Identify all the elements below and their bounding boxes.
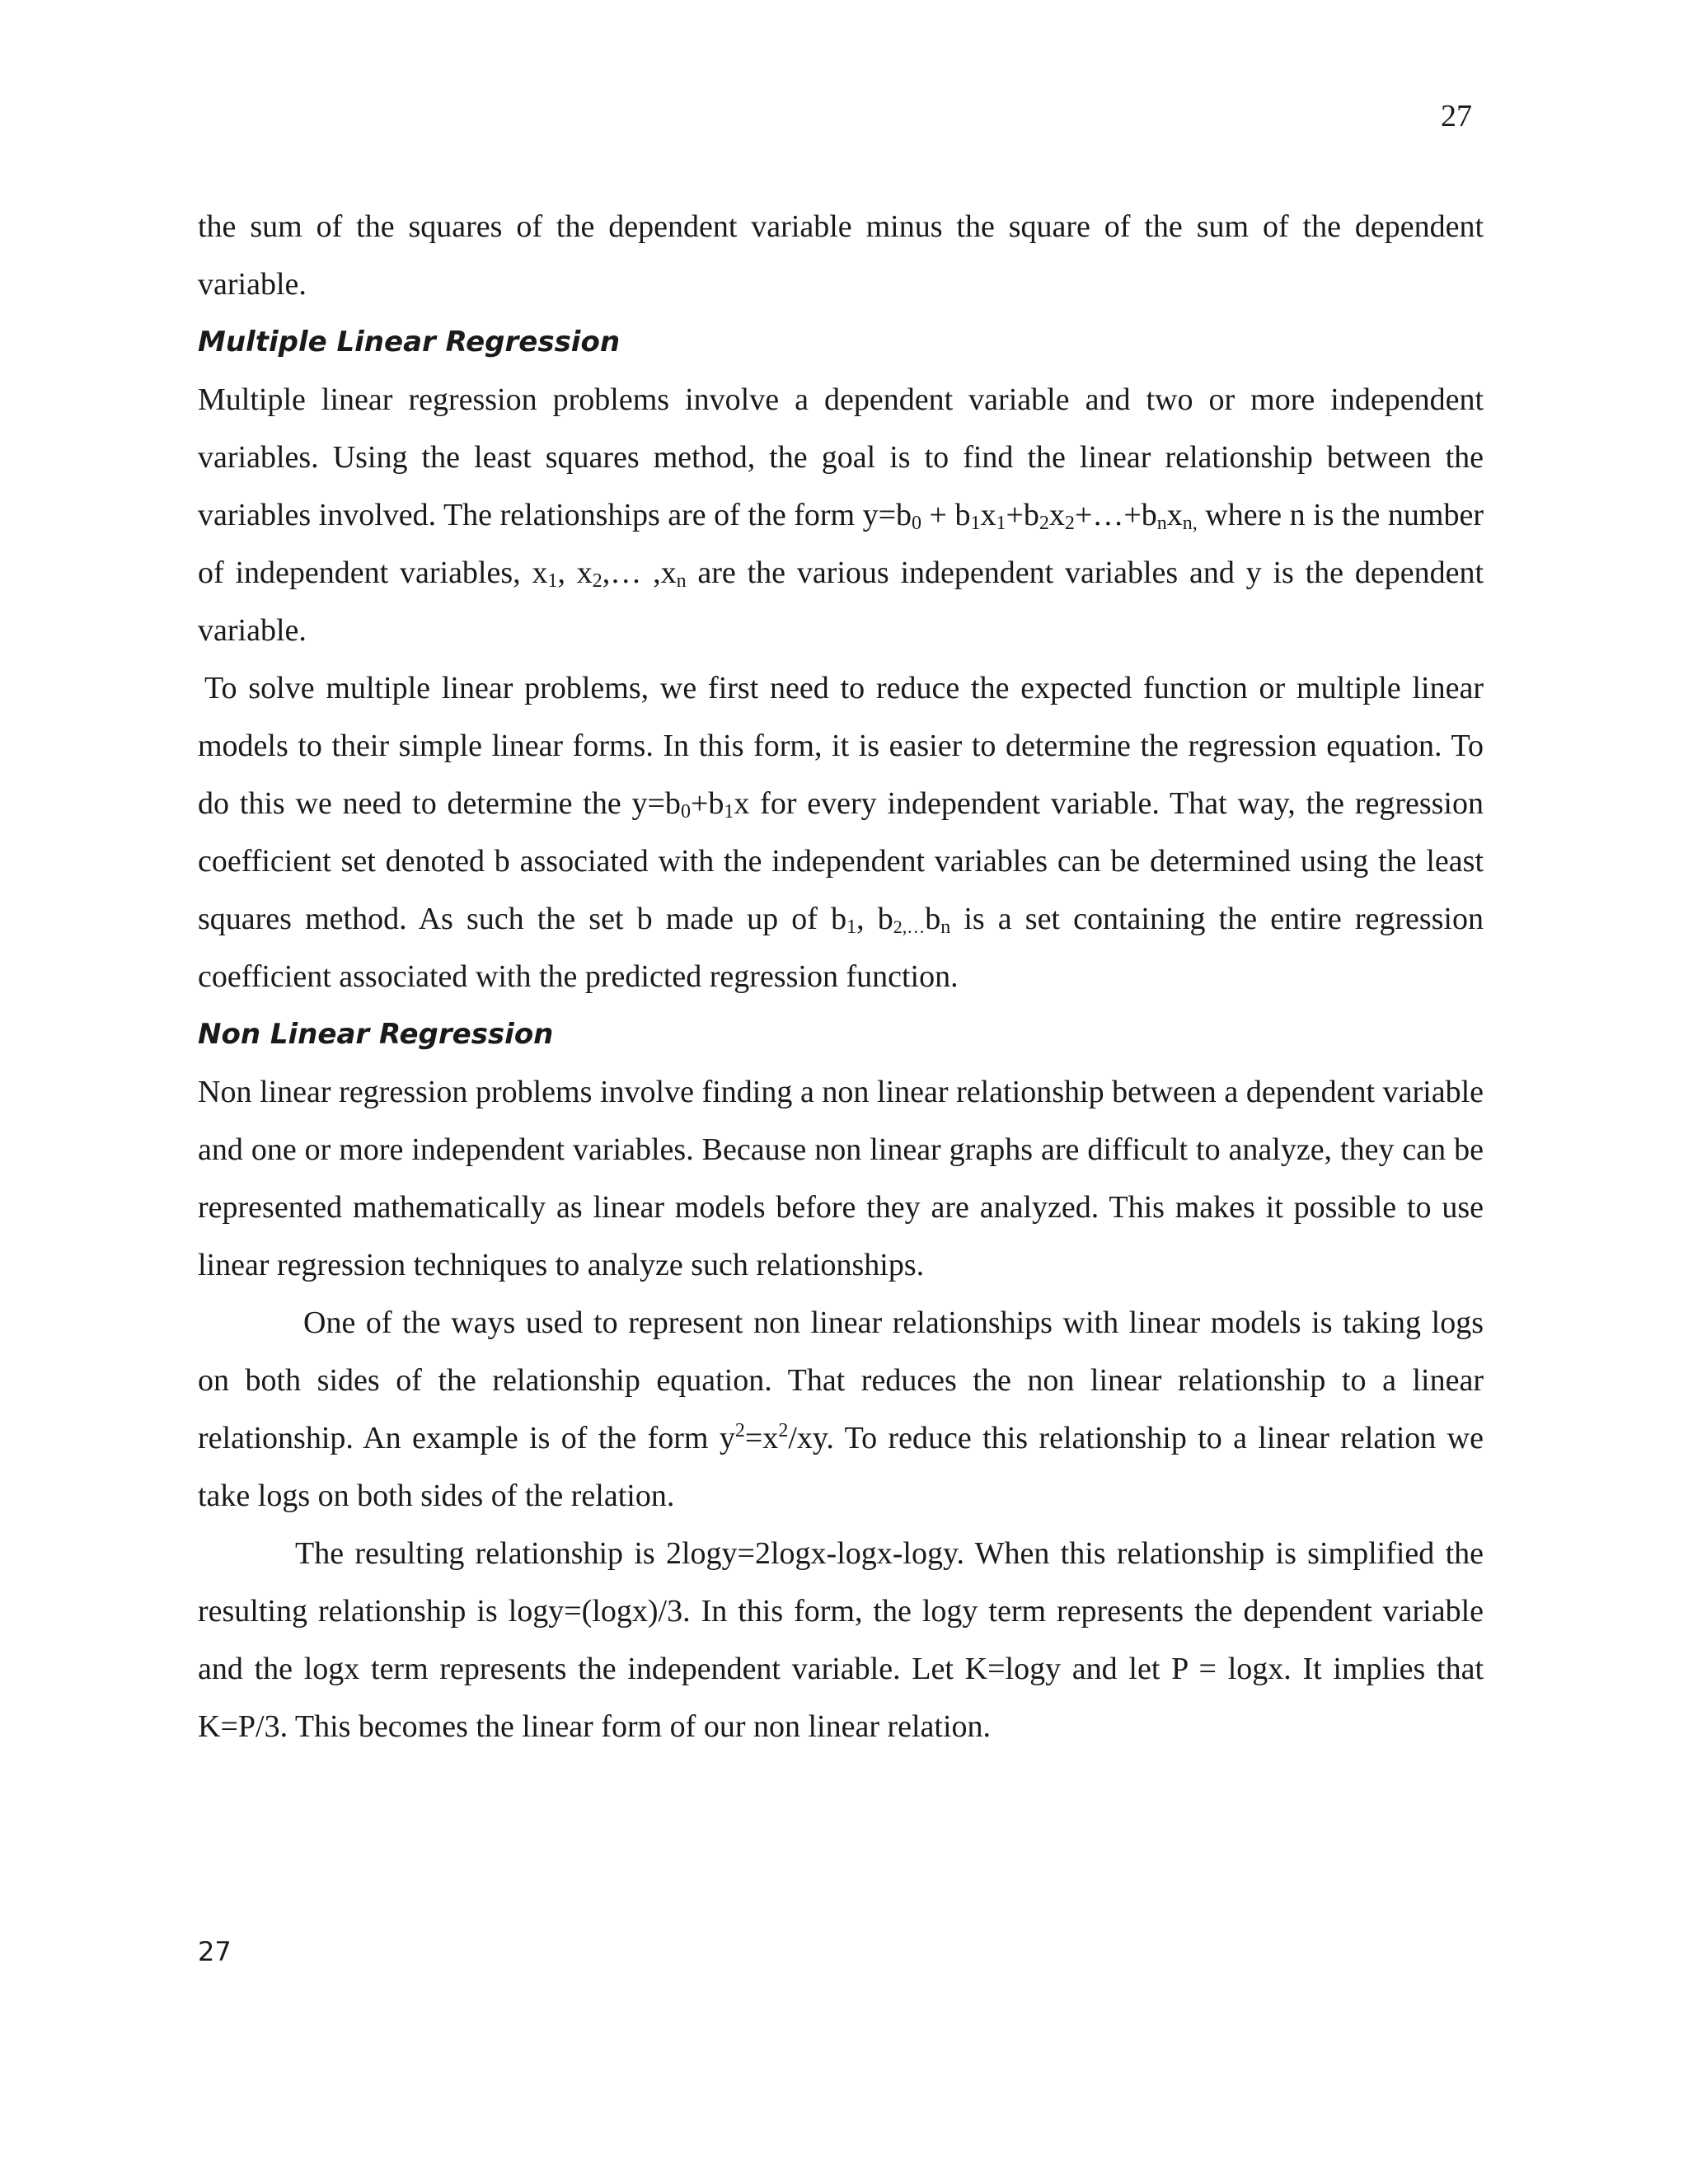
text-run: One of the ways used to represent non linear relationships with linear models is taking logs on both sides of the relationship equation. That reduces the non linear relationship to a linear relationship. An example is of the form y — [198, 1305, 1484, 1455]
subscript: 1 — [846, 916, 857, 938]
superscript: 2 — [778, 1420, 789, 1441]
text-run: b — [925, 902, 941, 936]
subscript: 0 — [912, 513, 922, 534]
text-run: x — [980, 498, 996, 532]
subscript: n — [676, 570, 687, 592]
text-run: ,… ,x — [602, 555, 677, 590]
subscript: n — [1156, 513, 1167, 534]
text-run: +b — [690, 786, 724, 821]
text-run: are the various independent variables and y is the dependent variable. — [198, 555, 1484, 648]
subscript: n — [940, 916, 951, 938]
subscript: 2,… — [893, 916, 926, 937]
page-number-bottom: 27 — [198, 1936, 232, 1967]
paragraph-multiple-linear-intro — [198, 371, 1484, 659]
subscript: 0 — [680, 801, 691, 823]
superscript: 2 — [734, 1420, 745, 1441]
text-run: + b — [921, 498, 971, 532]
subscript: 2 — [592, 570, 603, 592]
paragraph-log-transform — [198, 1294, 1484, 1525]
page-number-top: 27 — [1441, 99, 1472, 134]
text-run: x — [1048, 498, 1065, 532]
text-run: x for every independent variable. That way, the regression coefficient set denoted b associated with the independent variables can be determined using the least squares method. As such the set b made up of b — [198, 786, 1484, 936]
text-run: where n is the number of independent variables, x — [198, 498, 1484, 590]
text-run: , x — [557, 555, 593, 590]
paragraph-sum-of-squares: the sum of the squares of the dependent variable minus the square of the sum of the dependent variable. — [198, 209, 1484, 302]
subscript: 1 — [547, 570, 558, 592]
subscript: 1 — [996, 513, 1006, 534]
paragraph-solving-multiple-linear — [198, 659, 1484, 1005]
text-run: =x — [744, 1421, 779, 1455]
text-run: +b — [1006, 498, 1039, 532]
text-run: x — [1166, 498, 1183, 532]
text-run: /xy. To reduce this relationship to a linear relation we take logs on both sides of the relation. — [198, 1421, 1484, 1513]
text-run: To solve multiple linear problems, we first need to reduce the expected function or multiple linear models to their simple linear forms. In this form, it is easier to determine the regression equation. To do this we need to determine the y=b — [198, 671, 1484, 821]
paragraph-non-linear-intro: Non linear regression problems involve finding a non linear relationship between a dependent variable and one or more independent variables. Because non linear graphs are difficult to analyze, they can be represented mathematically as linear models before they are analyzed. This makes it possible to use linear regression techniques to analyze such relationships. — [198, 1075, 1484, 1282]
subscript: 2 — [1039, 513, 1049, 534]
text-run: Multiple linear regression problems involve a dependent variable and two or more independent variables. Using the least squares method, the goal is to find the linear relationship between the variables involved. The relationships are of the form y=b — [198, 382, 1484, 532]
text-run: +…+b — [1074, 498, 1157, 532]
text-run: is a set containing the entire regression coefficient associated with the predicted regression function. — [198, 902, 1484, 994]
subscript: 1 — [724, 801, 734, 823]
text-run: , b — [856, 902, 893, 936]
subscript: n, — [1182, 513, 1198, 534]
subscript: 1 — [970, 513, 981, 534]
subscript: 2 — [1064, 513, 1075, 534]
heading-multiple-linear-regression: Multiple Linear Regression — [198, 326, 621, 359]
paragraph-resulting-relationship: The resulting relationship is 2logy=2logx-logx-logy. When this relationship is simplified the resulting relationship is logy=(logx)/3. In this form, the logy term represents the dependent variable and the logx term represents the independent variable. Let K=logy and let P = logx. It implies that K=P/3. This becomes the linear form of our non linear relation. — [198, 1536, 1484, 1744]
heading-non-linear-regression: Non Linear Regression — [198, 1018, 554, 1051]
document-body — [198, 198, 1484, 1755]
